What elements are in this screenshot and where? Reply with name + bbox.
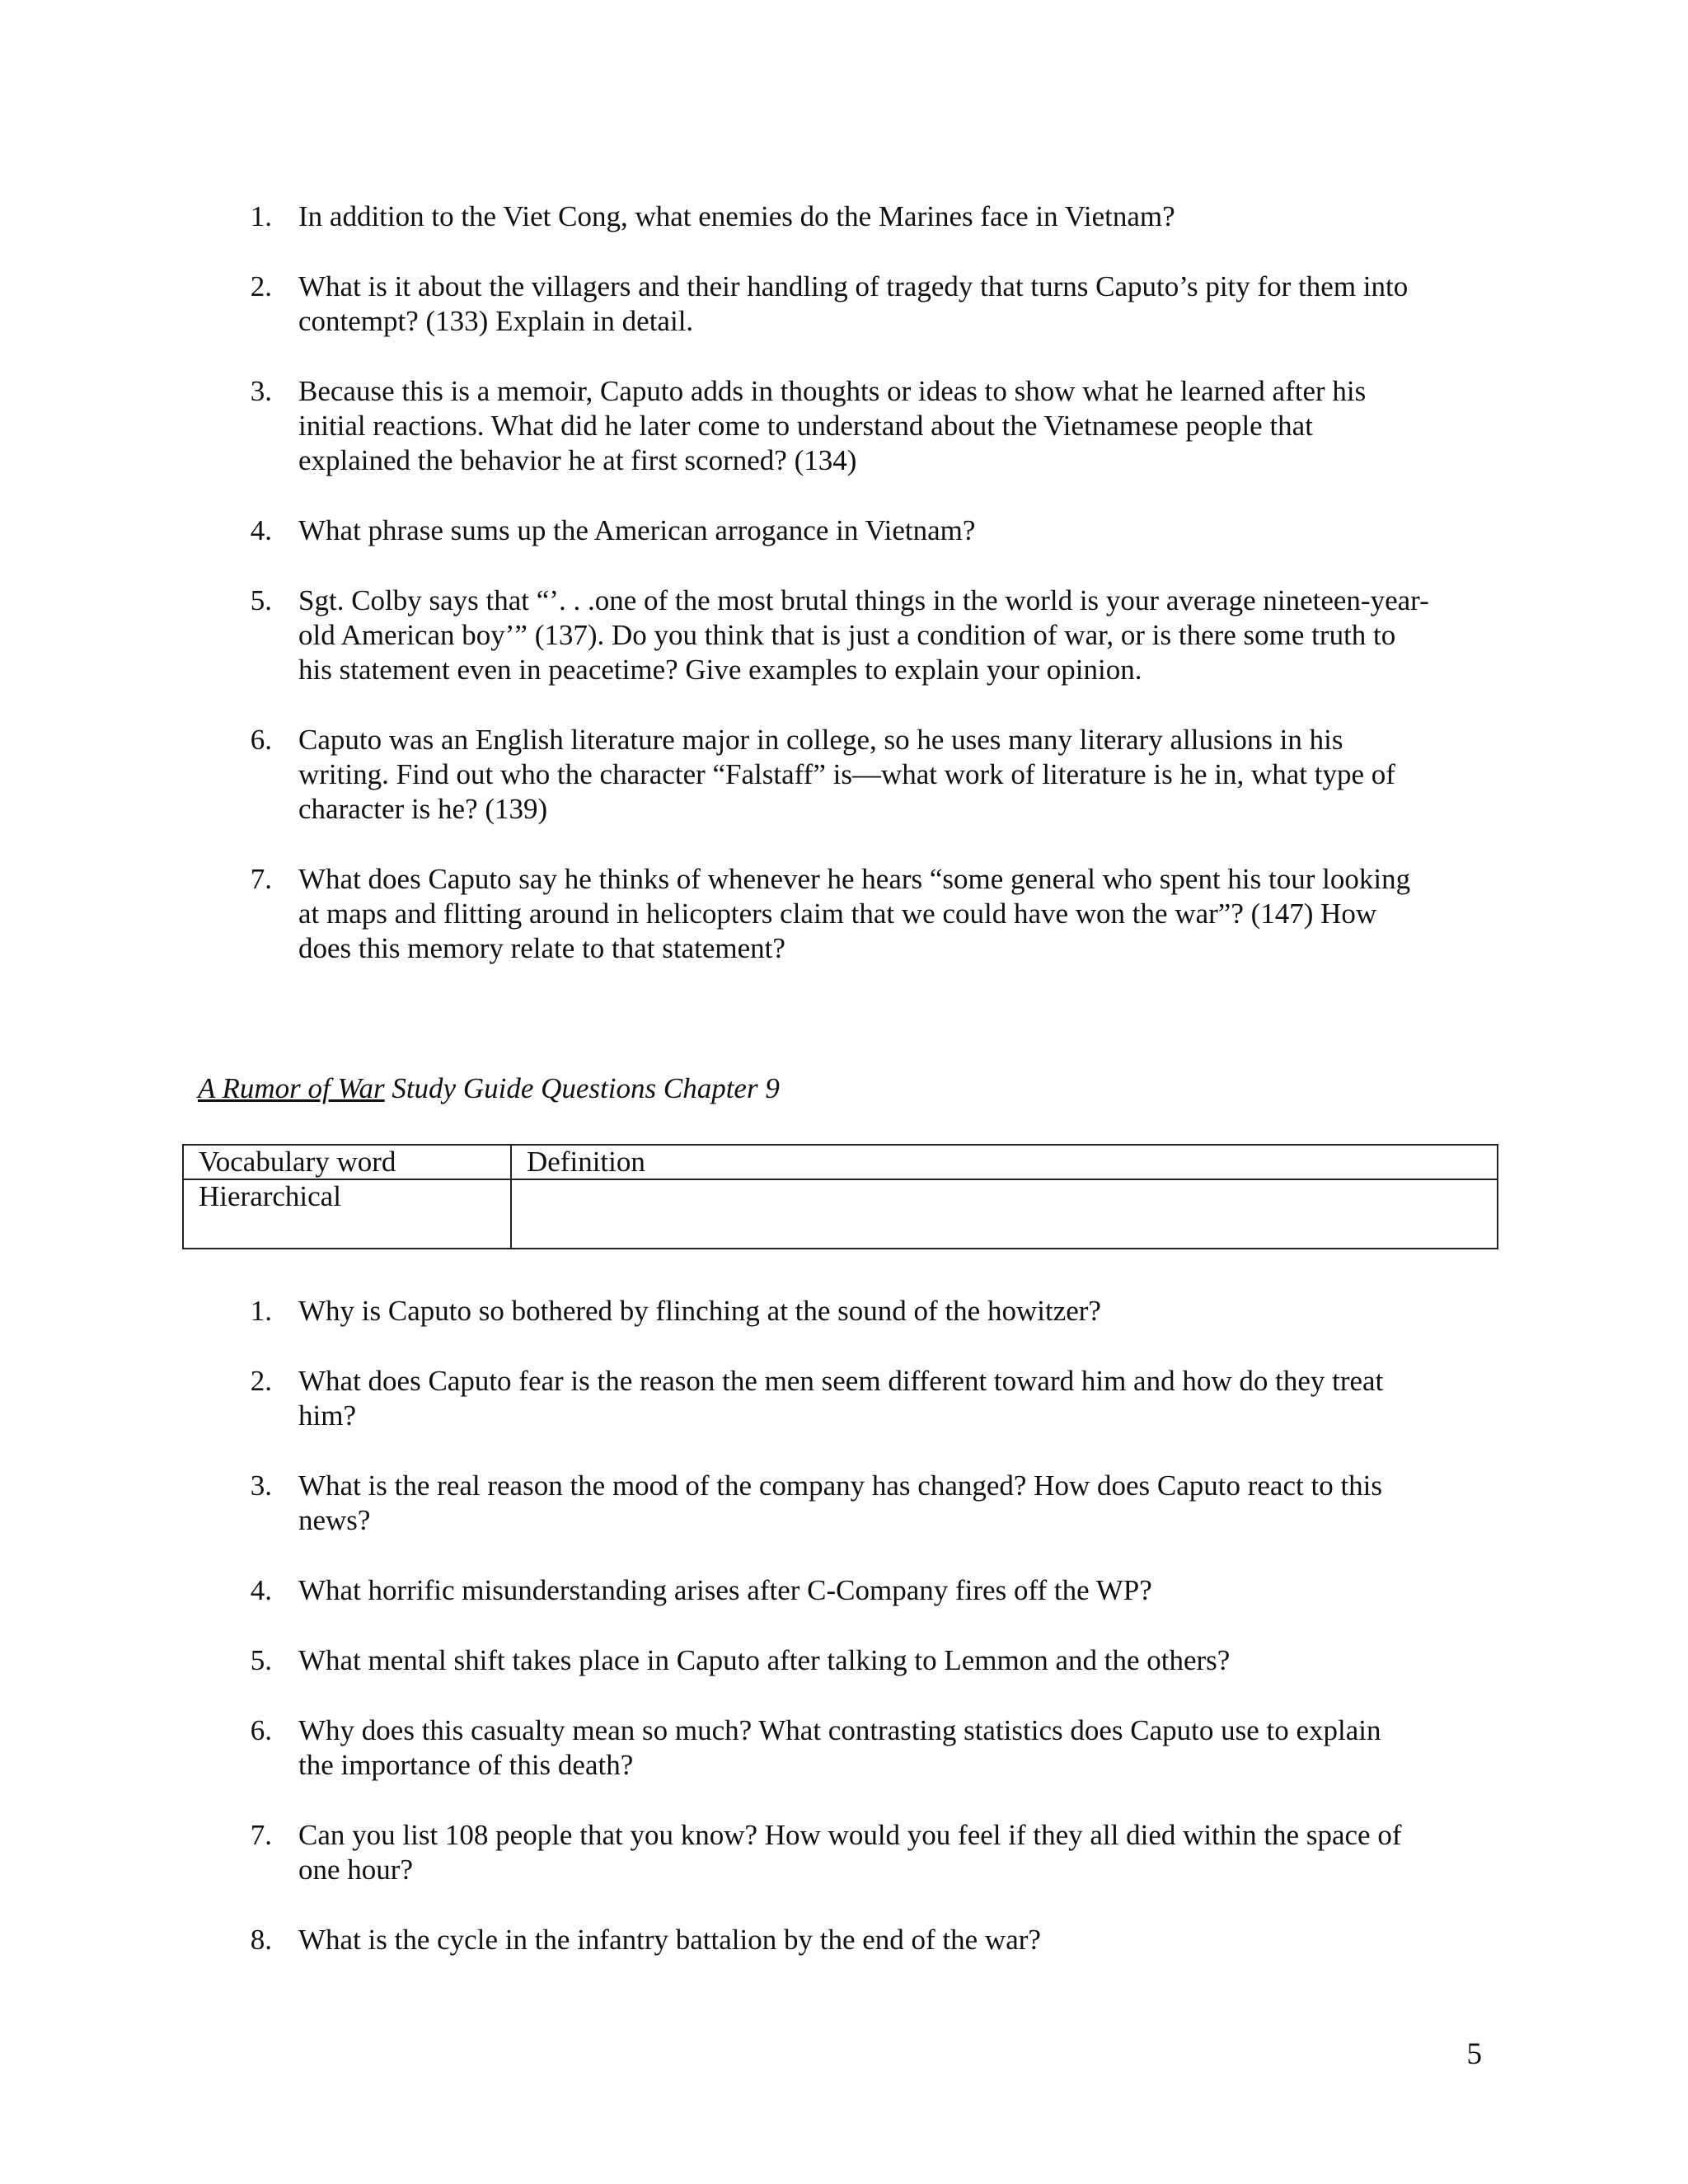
question-text: What does Caputo say he thinks of whenever he hears “some general who spent his tour looking at maps and flitting around in helicopters claim that we could have won the war”? (147) How does this memory relate to that statement?: [298, 863, 1411, 964]
question-text: What is the cycle in the infantry battalion by the end of the war?: [298, 1924, 1041, 1956]
question-number: 4.: [250, 1574, 272, 1606]
question-number: 3.: [250, 375, 272, 407]
question-text: Caputo was an English literature major in college, so he uses many literary allusions in his writing. Find out who the character “Falstaff” is—what work of literature is he in, what type of character is he? (139): [298, 724, 1395, 825]
definition-cell: [511, 1179, 1498, 1249]
question-number: 7.: [250, 863, 272, 895]
question-number: 5.: [250, 584, 272, 616]
question-text: What mental shift takes place in Caputo after talking to Lemmon and the others?: [298, 1644, 1231, 1676]
vocabulary-table: [182, 1144, 1498, 1249]
question-text: Can you list 108 people that you know? How would you feel if they all died within the space of one hour?: [298, 1819, 1402, 1886]
vocabulary-header-row: [183, 1145, 1498, 1179]
question-item: [239, 199, 1525, 234]
question-number: 2.: [250, 1365, 272, 1397]
question-text: Sgt. Colby says that “’. . .one of the most brutal things in the world is your average nineteen-year- old American boy’” (137). Do you think that is just a condition of war, or is there some truth to his statement even in peacetime? Give examples to explain your opinion.: [298, 584, 1429, 686]
question-item: [239, 1573, 1525, 1608]
vocabulary-word: Hierarchical: [183, 1179, 511, 1249]
question-item: [239, 1713, 1525, 1783]
question-number: 4.: [250, 514, 272, 546]
question-item: [239, 723, 1525, 827]
question-number: 6.: [250, 724, 272, 756]
question-item: [239, 1643, 1525, 1678]
question-item: [239, 1818, 1525, 1887]
question-number: 8.: [250, 1924, 272, 1956]
heading-subtitle: Study Guide Questions Chapter 9: [384, 1072, 780, 1104]
vocabulary-word-header: Vocabulary word: [183, 1145, 511, 1179]
question-text: What phrase sums up the American arrogance in Vietnam?: [298, 514, 976, 546]
page-number: 5: [1466, 2037, 1482, 2071]
question-text: What does Caputo fear is the reason the men seem different toward him and how do they treat him?: [298, 1365, 1384, 1432]
question-item: [239, 1294, 1525, 1329]
question-text: What horrific misunderstanding arises after C-Company fires off the WP?: [298, 1574, 1152, 1606]
question-text: Why is Caputo so bothered by flinching at the sound of the howitzer?: [298, 1295, 1101, 1327]
question-text: What is the real reason the mood of the company has changed? How does Caputo react to this news?: [298, 1469, 1383, 1536]
question-text: Because this is a memoir, Caputo adds in thoughts or ideas to show what he learned after his initial reactions. What did he later come to understand about the Vietnamese people that explained the behavior he at first scorned? (134): [298, 375, 1367, 476]
question-item: [239, 1364, 1525, 1433]
question-number: 3.: [250, 1469, 272, 1502]
question-number: 1.: [250, 200, 272, 232]
question-text: What is it about the villagers and their handling of tragedy that turns Caputo’s pity for them into contempt? (133) Explain in detail.: [298, 270, 1409, 337]
chapter-8-question-list: [239, 199, 1525, 1001]
question-item: [239, 1469, 1525, 1538]
question-item: [239, 1923, 1525, 1957]
definition-header: Definition: [511, 1145, 1498, 1179]
chapter-9-question-list: [239, 1294, 1525, 1993]
book-title: A Rumor of War: [198, 1072, 385, 1104]
question-text: Why does this casualty mean so much? What contrasting statistics does Caputo use to explain the importance of this death?: [298, 1714, 1381, 1781]
question-item: [239, 374, 1525, 478]
vocabulary-row: [183, 1179, 1498, 1249]
question-number: 1.: [250, 1295, 272, 1327]
question-text: In addition to the Viet Cong, what enemies do the Marines face in Vietnam?: [298, 200, 1175, 232]
question-item: [239, 583, 1525, 687]
question-number: 2.: [250, 270, 272, 302]
question-number: 6.: [250, 1714, 272, 1746]
chapter-9-heading: [198, 1071, 780, 1106]
question-item: [239, 862, 1525, 966]
question-item: [239, 269, 1525, 339]
question-item: [239, 513, 1525, 548]
question-number: 7.: [250, 1819, 272, 1851]
question-number: 5.: [250, 1644, 272, 1676]
